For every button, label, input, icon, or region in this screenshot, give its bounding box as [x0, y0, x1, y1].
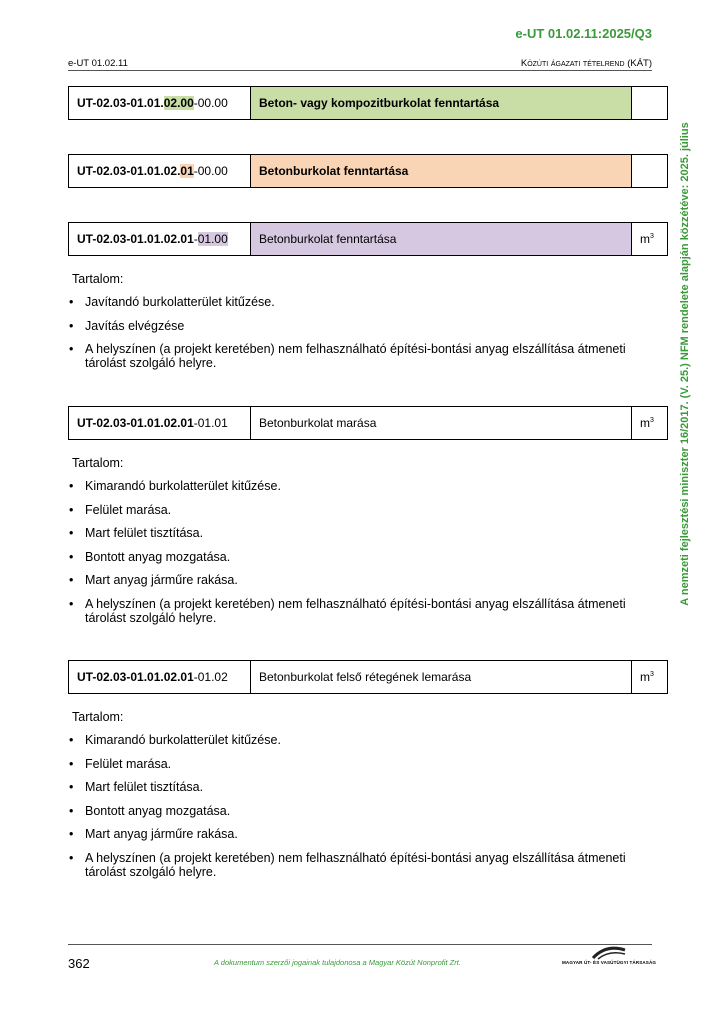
unit-exponent: 3: [650, 671, 654, 678]
unit-base: m: [640, 416, 650, 430]
side-note-text: A nemzeti fejlesztési miniszter 16/2017. (V. 25.) NFM rendelete alapján közzétéve: 2025. július: [679, 122, 691, 606]
item-code-highlight: 02.00: [163, 96, 194, 110]
item-code-prefix: UT-02.03-01.01.02.01: [77, 232, 194, 246]
content-label: Tartalom:: [72, 456, 124, 470]
item-title: Betonburkolat marása: [251, 407, 632, 440]
road-arc-icon: [592, 946, 626, 960]
item-code-prefix: UT-02.03-01.01.02.: [77, 164, 181, 178]
list-item: • Mart anyag járműre rakása.: [68, 573, 628, 587]
unit-exponent: 3: [650, 417, 654, 424]
footer-divider: [68, 944, 652, 945]
list-item: • Felület marása.: [68, 757, 628, 771]
item-code-suffix: -00.00: [193, 96, 228, 110]
list-item: • Mart felület tisztítása.: [68, 780, 628, 794]
item-code: [69, 223, 251, 256]
list-item: • Mart felület tisztítása.: [68, 526, 628, 540]
list-item: • Bontott anyag mozgatása.: [68, 804, 628, 818]
item-unit: [632, 407, 668, 440]
item-title: Betonburkolat felső rétegének lemarása: [251, 661, 632, 694]
item-table-2: [68, 154, 668, 188]
item-code-prefix: UT-02.03-01.01.02.01: [77, 670, 194, 684]
copyright-note: A dokumentum szerzői jogainak tulajdonosa a Magyar Közút Nonprofit Zrt.: [214, 958, 461, 967]
item-table-1: [68, 86, 668, 120]
header-right-title: [521, 58, 652, 69]
list-item: • A helyszínen (a projekt keretében) nem felhasználható építési-bontási anyag elszállítása átmeneti tárolást szolgáló helyre.: [68, 597, 628, 625]
list-item: • Mart anyag járműre rakása.: [68, 827, 628, 841]
item-unit: [632, 661, 668, 694]
item-unit: [632, 155, 668, 188]
side-publication-note: [676, 96, 694, 632]
item-code-suffix: -01.01: [193, 416, 228, 430]
item-code-suffix: -00.00: [193, 164, 228, 178]
list-item: • Javítás elvégzése: [68, 319, 628, 333]
list-item: • Felület marása.: [68, 503, 628, 517]
item-unit: [632, 87, 668, 120]
item-code-highlight: 01.00: [197, 232, 228, 246]
item-code-prefix: UT-02.03-01.01.: [77, 96, 164, 110]
list-item: • A helyszínen (a projekt keretében) nem felhasználható építési-bontási anyag elszállítása átmeneti tárolást szolgáló helyre.: [68, 851, 628, 879]
item-code: [69, 87, 251, 120]
item-code: [69, 407, 251, 440]
list-item: • A helyszínen (a projekt keretében) nem felhasználható építési-bontási anyag elszállítása átmeneti tárolást szolgáló helyre.: [68, 342, 628, 370]
header-left-code: e-UT 01.02.11: [68, 58, 128, 69]
list-item: • Kimarandó burkolatterület kitűzése.: [68, 479, 628, 493]
society-logo: [562, 946, 657, 968]
item-table-3: [68, 222, 668, 256]
unit-base: m: [640, 670, 650, 684]
item-code: [69, 661, 251, 694]
unit-exponent: 3: [650, 233, 654, 240]
list-item: • Javítandó burkolatterület kitűzése.: [68, 295, 628, 309]
item-code-dash: -: [193, 232, 198, 246]
page-number: 362: [68, 956, 90, 971]
header-right-abbr: (KÁT): [627, 58, 652, 69]
unit-base: m: [640, 232, 650, 246]
item-code-highlight: 01: [180, 164, 194, 178]
item-code-suffix: -01.02: [193, 670, 228, 684]
list-item: • Bontott anyag mozgatása.: [68, 550, 628, 564]
content-label: Tartalom:: [72, 272, 124, 286]
header-divider: [68, 70, 652, 71]
header-right-main: Közúti ágazati tételrend: [520, 58, 625, 69]
item-title: Betonburkolat fenntartása: [251, 223, 632, 256]
item-title: Betonburkolat fenntartása: [251, 155, 632, 188]
content-label: Tartalom:: [72, 710, 124, 724]
item-unit: [632, 223, 668, 256]
content-list: [68, 295, 628, 380]
item-table-4: [68, 406, 668, 440]
item-table-5: [68, 660, 668, 694]
item-title: Beton- vagy kompozitburkolat fenntartása: [251, 87, 632, 120]
item-code-prefix: UT-02.03-01.01.02.01: [77, 416, 194, 430]
item-code: [69, 155, 251, 188]
content-list: [68, 479, 628, 634]
list-item: • Kimarandó burkolatterület kitűzése.: [68, 733, 628, 747]
document-code: e-UT 01.02.11:2025/Q3: [515, 26, 652, 41]
content-list: [68, 733, 628, 888]
logo-text: MAGYAR ÚT- ÉS VASÚTÜGYI TÁRSASÁG: [562, 960, 657, 965]
